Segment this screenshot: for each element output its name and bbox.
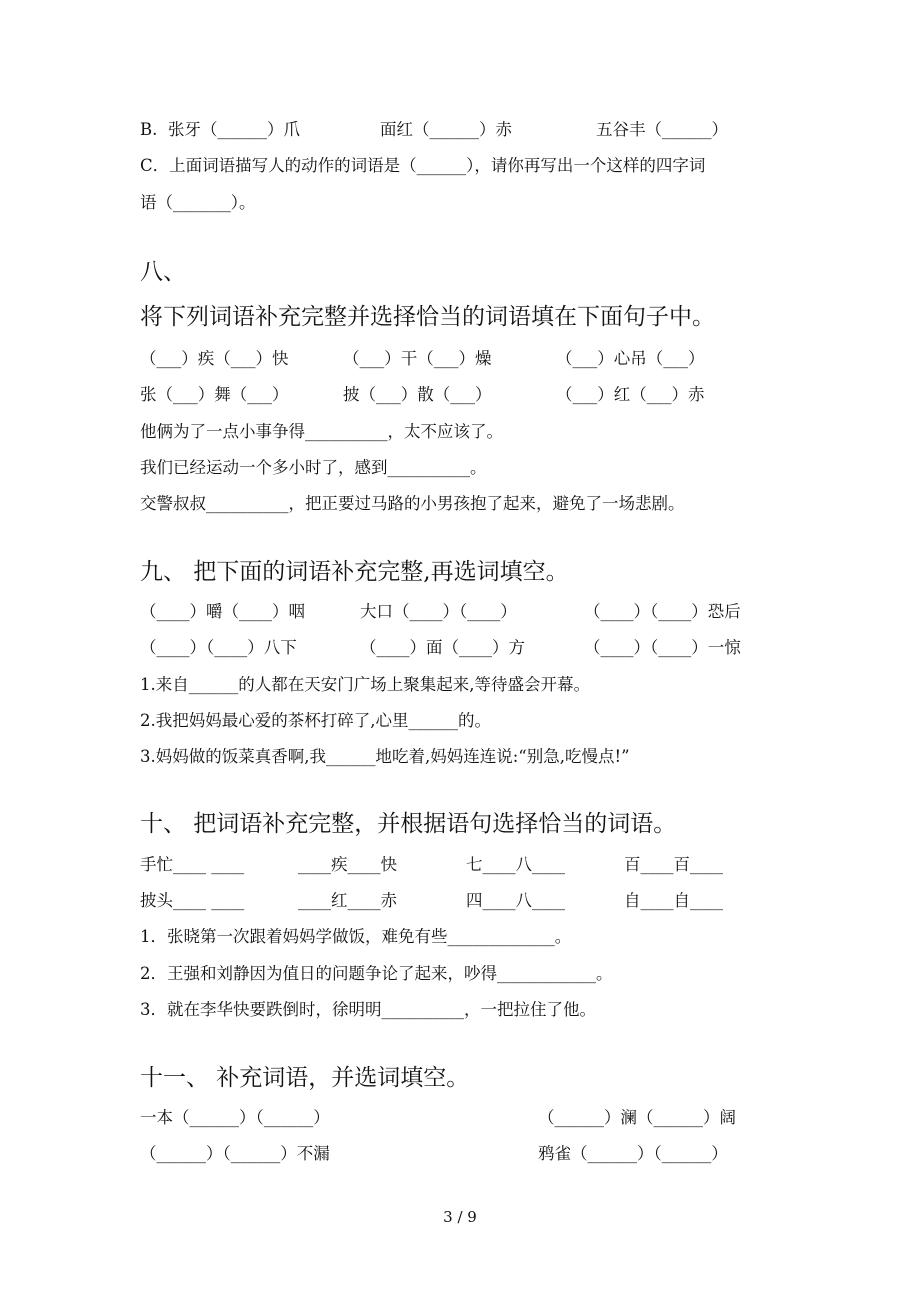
page-number: 3 / 9 <box>443 1208 477 1226</box>
q8-sentence: 交警叔叔__________，把正要过马路的小男孩抱了起来，避免了一场悲剧。 <box>140 494 685 513</box>
q10-sentence: 3．就在李华快要跌倒时，徐明明__________，一把拉住了他。 <box>140 1000 596 1019</box>
q9-sentence: 2.我把妈妈最心爱的茶杯打碎了,心里______的。 <box>140 711 491 730</box>
q10-word: 披头____ ____ <box>140 891 245 910</box>
q8-word: （___）干（___）燥 <box>343 349 492 368</box>
q8-word: （___）心吊（___） <box>556 349 705 368</box>
q10-sentence: 1．张晓第一次跟着妈妈学做饭，难免有些_____________。 <box>140 927 572 946</box>
q10-title: 十、 把词语补充完整，并根据语句选择恰当的词语。 <box>140 811 677 837</box>
q10-word: ____疾____快 <box>298 855 397 874</box>
q7-b-label: B. <box>140 120 158 139</box>
q10-word: 七____八____ <box>466 855 565 874</box>
q10-word: 自____自____ <box>624 891 723 910</box>
q8-word: 张（___）舞（___） <box>140 385 289 404</box>
q8-word: 披（___）散（___） <box>343 385 492 404</box>
q8-sentence: 他俩为了一点小事争得__________，太不应该了。 <box>140 422 503 441</box>
q7-c-line2: 语（_______）。 <box>140 193 256 212</box>
q8-title: 八、 <box>140 259 186 285</box>
q9-word: （____）（____）八下 <box>140 638 297 657</box>
q9-title: 九、 把下面的词语补充完整,再选词填空。 <box>140 559 569 585</box>
q9-sentence: 3.妈妈做的饭菜真香啊,我______地吃着,妈妈连连说:“别急,吃慢点!” <box>140 747 630 766</box>
q9-word: （____）（____）恐后 <box>584 602 741 621</box>
q10-word: ____红____赤 <box>298 891 397 910</box>
q10-word: 手忙____ ____ <box>140 855 245 874</box>
q9-sentence: 1.来自______的人都在天安门广场上聚集起来,等待盛会开幕。 <box>140 675 590 694</box>
q10-word: 四____八____ <box>466 891 565 910</box>
q7-b-item: 面红（______）赤 <box>380 120 512 139</box>
q9-word: （____）嚼（____）咽 <box>140 602 305 621</box>
q7-c-line1: C．上面词语描写人的动作的词语是（______），请你再写出一个这样的四字词 <box>140 156 706 175</box>
q11-title: 十一、 补充词语，并选词填空。 <box>140 1065 470 1091</box>
q10-sentence: 2．王强和刘静因为值日的问题争论了起来，吵得____________。 <box>140 964 613 983</box>
q9-word: 大口（____）（____） <box>360 602 517 621</box>
q8-sentence: 我们已经运动一个多小时了，感到__________。 <box>140 458 487 477</box>
q11-word: 鸦雀（______）（______） <box>538 1144 728 1163</box>
q11-word: （______）澜（______）阔 <box>538 1108 736 1127</box>
q9-word: （____）面（____）方 <box>360 638 525 657</box>
q10-word: 百____百____ <box>624 855 723 874</box>
q11-word: 一本（______）（______） <box>140 1108 330 1127</box>
q7-b-item: 张牙（______）爪 <box>168 120 300 139</box>
q11-word: （______）（______）不漏 <box>140 1144 330 1163</box>
q8-word: （___）疾（___）快 <box>140 349 289 368</box>
q8-word: （___）红（___）赤 <box>556 385 705 404</box>
q9-word: （____）（____）一惊 <box>584 638 741 657</box>
q8-instruction: 将下列词语补充完整并选择恰当的词语填在下面句子中。 <box>140 304 715 330</box>
q7-b-item: 五谷丰（______） <box>596 120 728 139</box>
